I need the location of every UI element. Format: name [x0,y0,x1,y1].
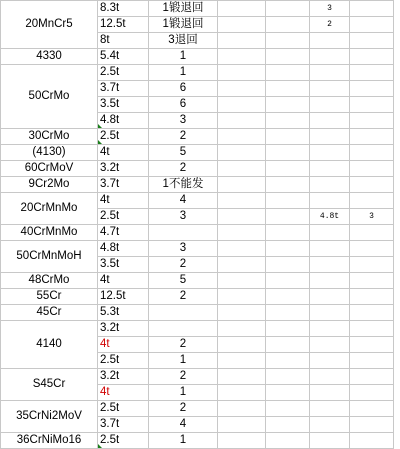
empty-cell[interactable] [310,273,350,289]
quantity-cell[interactable]: 4 [149,193,218,209]
empty-cell[interactable] [266,145,310,161]
side-thickness-cell[interactable]: 4.8t [310,209,350,225]
table-row [1,177,394,193]
quantity-cell[interactable]: 3退回 [149,33,218,49]
quantity-cell[interactable]: 4 [149,417,218,433]
empty-cell[interactable] [350,113,394,129]
empty-cell[interactable] [310,337,350,353]
empty-cell[interactable] [350,417,394,433]
empty-cell[interactable] [310,289,350,305]
empty-cell[interactable] [266,177,310,193]
empty-cell[interactable] [350,145,394,161]
empty-cell[interactable] [350,369,394,385]
empty-cell[interactable] [266,161,310,177]
empty-cell[interactable] [218,177,266,193]
quantity-cell[interactable] [149,321,218,337]
material-cell[interactable]: 50CrMo [1,65,98,129]
empty-cell[interactable] [310,97,350,113]
table-row [1,161,394,177]
empty-cell[interactable] [218,289,266,305]
empty-cell[interactable] [310,417,350,433]
quantity-cell[interactable]: 5 [149,145,218,161]
material-cell[interactable]: 20MnCr5 [1,1,98,49]
empty-cell[interactable] [310,241,350,257]
empty-cell[interactable] [218,33,266,49]
empty-cell[interactable] [266,113,310,129]
thickness-cell[interactable]: 5.3t [98,305,149,321]
thickness-cell[interactable]: 3.2t [98,369,149,385]
empty-cell[interactable] [310,257,350,273]
empty-cell[interactable] [310,129,350,145]
empty-cell[interactable] [350,193,394,209]
thickness-cell[interactable]: 2.5t [98,353,149,369]
empty-cell[interactable] [350,225,394,241]
empty-cell[interactable] [266,433,310,449]
material-cell[interactable]: 9Cr2Mo [1,177,98,193]
empty-cell[interactable] [266,193,310,209]
empty-cell[interactable] [350,129,394,145]
empty-cell[interactable] [350,33,394,49]
quantity-cell[interactable]: 2 [149,289,218,305]
quantity-cell[interactable]: 2 [149,401,218,417]
empty-cell[interactable] [266,417,310,433]
side-top-value-cell[interactable]: 2 [310,17,350,33]
table-row [1,273,394,289]
thickness-cell[interactable]: 3.7t [98,81,149,97]
empty-cell[interactable] [218,257,266,273]
empty-cell[interactable] [266,241,310,257]
empty-cell[interactable] [218,273,266,289]
thickness-cell[interactable]: 3.7t [98,417,149,433]
material-cell[interactable]: (4130) [1,145,98,161]
table-row [1,1,394,17]
empty-cell[interactable] [266,65,310,81]
table-row [1,433,394,449]
thickness-cell[interactable]: 5.4t [98,49,149,65]
empty-cell[interactable] [310,369,350,385]
empty-cell[interactable] [218,305,266,321]
empty-cell[interactable] [266,273,310,289]
thickness-cell[interactable]: 12.5t [98,289,149,305]
empty-cell[interactable] [350,257,394,273]
material-cell[interactable]: 50CrMnMoH [1,241,98,273]
empty-cell[interactable] [310,33,350,49]
thickness-cell[interactable]: 2.5t [98,433,149,449]
quantity-cell[interactable]: 2 [149,369,218,385]
material-cell[interactable]: 30CrMo [1,129,98,145]
empty-cell[interactable] [310,193,350,209]
quantity-cell[interactable]: 3 [149,209,218,225]
material-cell[interactable]: 36CrNiMo16 [1,433,98,449]
empty-cell[interactable] [266,305,310,321]
thickness-cell[interactable]: 3.7t [98,177,149,193]
empty-cell[interactable] [266,225,310,241]
empty-cell[interactable] [218,1,266,17]
empty-cell[interactable] [266,129,310,145]
empty-cell[interactable] [350,49,394,65]
material-cell[interactable]: 55Cr [1,289,98,305]
empty-cell[interactable] [310,433,350,449]
material-cell[interactable]: 4140 [1,321,98,369]
thickness-cell-highlighted[interactable]: 4t [98,337,149,353]
empty-cell[interactable] [218,17,266,33]
empty-cell[interactable] [266,17,310,33]
material-cell[interactable]: 45Cr [1,305,98,321]
empty-cell[interactable] [266,209,310,225]
empty-cell[interactable] [266,321,310,337]
empty-cell[interactable] [350,353,394,369]
empty-cell[interactable] [266,369,310,385]
empty-cell[interactable] [350,305,394,321]
empty-cell[interactable] [310,161,350,177]
empty-cell[interactable] [266,49,310,65]
quantity-cell[interactable]: 6 [149,97,218,113]
table-row [1,369,394,385]
empty-cell[interactable] [350,385,394,401]
empty-cell[interactable] [310,385,350,401]
table-row [1,401,394,417]
empty-cell[interactable] [266,289,310,305]
empty-cell[interactable] [310,305,350,321]
quantity-cell[interactable]: 2 [149,257,218,273]
empty-cell[interactable] [266,401,310,417]
thickness-cell[interactable]: 2.5t [98,401,149,417]
table-row [1,241,394,257]
thickness-cell[interactable]: 4t [98,273,149,289]
empty-cell[interactable] [218,417,266,433]
quantity-cell[interactable]: 2 [149,161,218,177]
empty-cell[interactable] [350,65,394,81]
empty-cell[interactable] [218,193,266,209]
empty-cell[interactable] [310,65,350,81]
quantity-cell[interactable]: 1 [149,353,218,369]
table-row [1,193,394,209]
empty-cell[interactable] [218,49,266,65]
thickness-cell[interactable]: 4.8t [98,241,149,257]
empty-cell[interactable] [350,177,394,193]
empty-cell[interactable] [350,161,394,177]
thickness-cell-highlighted[interactable]: 4t [98,385,149,401]
empty-cell[interactable] [218,209,266,225]
empty-cell[interactable] [218,161,266,177]
empty-cell[interactable] [310,49,350,65]
thickness-cell[interactable]: 8t [98,33,149,49]
empty-cell[interactable] [350,97,394,113]
empty-cell[interactable] [350,289,394,305]
quantity-cell[interactable]: 5 [149,273,218,289]
quantity-cell[interactable]: 1 [149,385,218,401]
empty-cell[interactable] [266,385,310,401]
empty-cell[interactable] [310,321,350,337]
empty-cell[interactable] [350,321,394,337]
empty-cell[interactable] [266,257,310,273]
empty-cell[interactable] [266,353,310,369]
thickness-cell[interactable]: 4.7t [98,225,149,241]
side-top-value-cell[interactable]: 3 [310,1,350,17]
thickness-cell[interactable]: 4.8t [98,113,149,129]
material-cell[interactable]: 40CrMnMo [1,225,98,241]
thickness-cell[interactable]: 3.5t [98,257,149,273]
empty-cell[interactable] [350,17,394,33]
empty-cell[interactable] [218,113,266,129]
thickness-cell[interactable]: 3.2t [98,321,149,337]
empty-cell[interactable] [218,321,266,337]
table-row [1,321,394,337]
quantity-cell[interactable] [149,225,218,241]
thickness-cell[interactable]: 2.5t [98,129,149,145]
quantity-cell[interactable]: 1锻退回 [149,17,218,33]
material-cell[interactable]: 4330 [1,49,98,65]
side-quantity-cell[interactable]: 3 [350,209,394,225]
thickness-cell[interactable]: 2.5t [98,65,149,81]
empty-cell[interactable] [266,1,310,17]
material-cell[interactable]: 35CrNi2MoV [1,401,98,433]
empty-cell[interactable] [310,81,350,97]
quantity-cell[interactable]: 1锻退回 [149,1,218,17]
empty-cell[interactable] [310,401,350,417]
empty-cell[interactable] [350,337,394,353]
empty-cell[interactable] [218,401,266,417]
quantity-cell[interactable]: 1不能发 [149,177,218,193]
thickness-cell[interactable]: 2.5t [98,209,149,225]
empty-cell[interactable] [350,273,394,289]
empty-cell[interactable] [310,225,350,241]
table-row [1,65,394,81]
thickness-cell[interactable]: 8.3t [98,1,149,17]
quantity-cell[interactable]: 1 [149,65,218,81]
empty-cell[interactable] [310,145,350,161]
empty-cell[interactable] [350,81,394,97]
empty-cell[interactable] [266,337,310,353]
empty-cell[interactable] [218,81,266,97]
empty-cell[interactable] [218,97,266,113]
empty-cell[interactable] [266,81,310,97]
quantity-cell[interactable]: 6 [149,81,218,97]
empty-cell[interactable] [218,369,266,385]
thickness-cell[interactable]: 4t [98,145,149,161]
quantity-cell[interactable] [149,305,218,321]
empty-cell[interactable] [218,129,266,145]
quantity-cell[interactable]: 3 [149,113,218,129]
empty-cell[interactable] [310,113,350,129]
empty-cell[interactable] [218,353,266,369]
quantity-cell[interactable]: 1 [149,433,218,449]
empty-cell[interactable] [350,241,394,257]
table-row [1,129,394,145]
empty-cell[interactable] [350,433,394,449]
empty-cell[interactable] [350,1,394,17]
empty-cell[interactable] [218,225,266,241]
thickness-cell[interactable]: 3.2t [98,161,149,177]
quantity-cell[interactable]: 2 [149,129,218,145]
table-row [1,145,394,161]
empty-cell[interactable] [350,401,394,417]
quantity-cell[interactable]: 3 [149,241,218,257]
empty-cell[interactable] [218,241,266,257]
empty-cell[interactable] [266,97,310,113]
thickness-cell[interactable]: 4t [98,193,149,209]
empty-cell[interactable] [310,353,350,369]
thickness-cell[interactable]: 3.5t [98,97,149,113]
empty-cell[interactable] [218,145,266,161]
empty-cell[interactable] [218,65,266,81]
material-cell[interactable]: 20CrMnMo [1,193,98,225]
table-row [1,49,394,65]
material-cell[interactable]: 60CrMoV [1,161,98,177]
table-row [1,225,394,241]
thickness-cell[interactable]: 12.5t [98,17,149,33]
empty-cell[interactable] [218,337,266,353]
table-row [1,289,394,305]
quantity-cell[interactable]: 1 [149,49,218,65]
material-cell[interactable]: 48CrMo [1,273,98,289]
table-row [1,305,394,321]
material-cell[interactable]: S45Cr [1,369,98,401]
empty-cell[interactable] [218,385,266,401]
empty-cell[interactable] [310,177,350,193]
empty-cell[interactable] [218,433,266,449]
empty-cell[interactable] [266,33,310,49]
quantity-cell[interactable]: 2 [149,337,218,353]
